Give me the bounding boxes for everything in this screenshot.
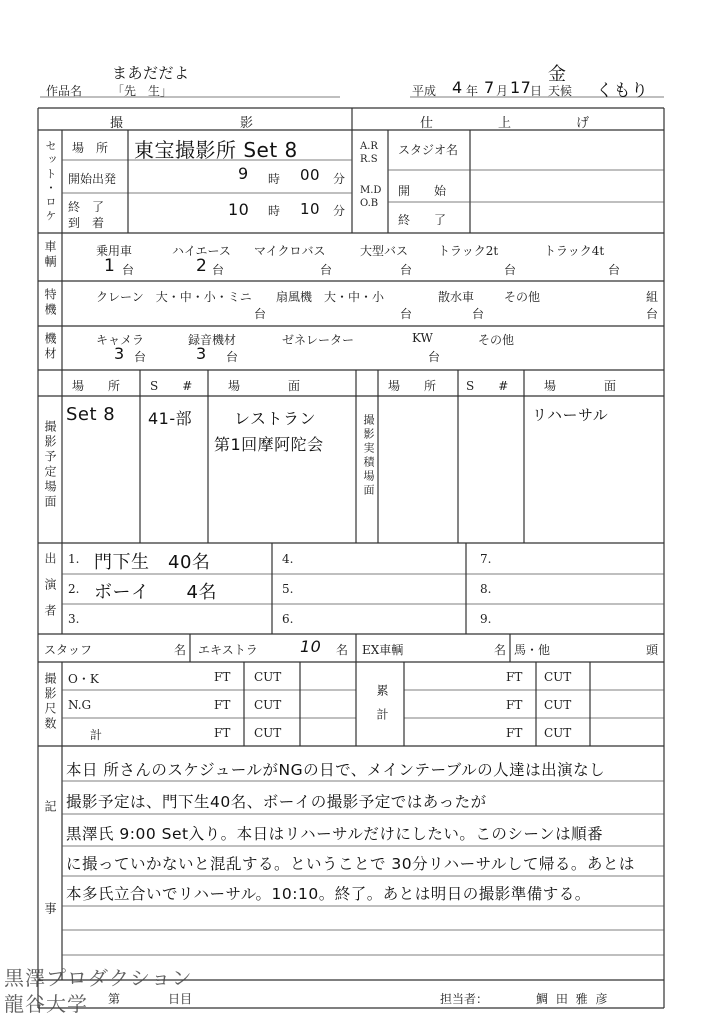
end-min-label: 分: [333, 204, 346, 218]
start-min: 00: [300, 166, 321, 184]
special-water: 散水車: [438, 290, 475, 304]
cumul-ok-cut: CUT: [544, 670, 572, 684]
work-title-handwritten: まあだだよ: [112, 64, 190, 82]
shuryo-label: 終 了: [398, 213, 447, 227]
special-other-unit: 台: [646, 307, 659, 321]
ex-car-label: EX車輌: [362, 643, 404, 657]
day-label: 日: [530, 84, 543, 98]
memo-line-5: 本多氏立合いでリハーサル。10:10。終了。あとは明日の撮影準備する。: [66, 885, 591, 903]
cumul-ng-cut: CUT: [544, 698, 572, 712]
scene-head-scene: 場 面: [228, 379, 301, 393]
watermark-line-2: 龍谷大学: [4, 992, 88, 1016]
memo-side-label: 記事: [43, 800, 57, 1004]
studio-label: スタジオ名: [398, 143, 459, 157]
planned-side-label: 撮影予定場面: [43, 420, 57, 510]
month-value: 7: [484, 78, 495, 97]
equipment-camera-unit: 台: [134, 350, 147, 364]
special-kumi: 組: [646, 290, 659, 304]
equipment-side-label: 機材: [43, 332, 57, 362]
place-label: 場 所: [72, 141, 109, 155]
work-title-label: 作品名: [46, 84, 83, 98]
horse-unit: 頭: [646, 643, 659, 657]
footage-total-ft: FT: [214, 726, 231, 740]
start-hour: 9: [238, 164, 249, 183]
special-other: その他: [504, 290, 541, 304]
vehicle-truck4t-unit: 台: [608, 263, 621, 277]
cast-entry-1: 門下生 40名: [94, 552, 211, 573]
watermark-line-1: 黒澤プロダクション: [4, 966, 193, 990]
year-value: 4: [452, 78, 463, 97]
planned-scene-2: 第1回摩阿陀会: [214, 435, 324, 454]
horse-label: 馬・他: [514, 643, 551, 657]
footage-ok-cut: CUT: [254, 670, 282, 684]
kaishi-label: 開 始: [398, 184, 447, 198]
start-hour-label: 時: [268, 172, 281, 186]
vehicle-bus-unit: 台: [400, 263, 413, 277]
special-crane: クレーン 大・中・小・ミニ: [96, 290, 252, 304]
vehicle-hiace-unit: 台: [212, 263, 225, 277]
footage-side-label: 撮影尺数: [43, 672, 57, 732]
extra-label: エキストラ: [198, 643, 258, 657]
staff-label: スタッフ: [44, 643, 93, 657]
memo-line-3: 黒澤氏 9:00 Set入り。本日はリハーサルだけにしたい。このシーンは順番: [66, 825, 604, 843]
vehicles-side-label: 車輌: [43, 240, 57, 270]
cast-slot-1: 1.: [68, 552, 80, 566]
ar-rs-label: A.R R.S: [360, 141, 378, 165]
vehicle-microbus: マイクロバス: [254, 244, 326, 258]
extra-unit: 名: [336, 643, 349, 657]
cast-slot-5: 5.: [282, 582, 294, 596]
special-water-unit: 台: [472, 307, 485, 321]
memo-line-2: 撮影予定は、門下生40名、ボーイの撮影予定ではあったが: [66, 793, 487, 811]
work-title-printed: 「先 生」: [112, 84, 173, 98]
special-fan: 扇風機 大・中・小: [276, 290, 385, 304]
cumul-ng-ft: FT: [506, 698, 523, 712]
equipment-sound: 録音機材: [188, 333, 237, 347]
cast-slot-6: 6.: [282, 612, 294, 626]
equipment-camera: キャメラ: [96, 333, 145, 347]
scene-head-place: 場 所: [72, 379, 121, 393]
footage-ok-ft: FT: [214, 670, 231, 684]
end-hour: 10: [228, 200, 250, 219]
cast-slot-9: 9.: [480, 612, 492, 626]
equipment-kw-unit: 台: [428, 350, 441, 364]
vehicle-hiace: ハイエース: [172, 244, 231, 258]
vehicle-truck2t: トラック2t: [438, 244, 499, 258]
footage-row-ng: N.G: [68, 698, 92, 712]
md-ob-label: M.D O.B: [360, 185, 382, 209]
equipment-generator: ゼネレーター: [282, 333, 355, 347]
place-value: 東宝撮影所 Set 8: [134, 138, 298, 162]
end-min: 10: [300, 200, 321, 218]
end-hour-label: 時: [268, 204, 281, 218]
day-value: 17: [510, 78, 532, 97]
vehicle-sedan: 乗用車: [96, 244, 133, 258]
staff-unit: 名: [174, 643, 187, 657]
planned-s: 41-部: [148, 409, 193, 428]
vehicle-hiace-count: 2: [196, 256, 208, 276]
cumul-label: 累計: [375, 684, 389, 732]
actual-scene: リハーサル: [532, 406, 609, 424]
footage-row-ok: O・K: [68, 672, 99, 686]
start-label: 開始出発: [68, 172, 117, 186]
section-shiage: 仕 上 げ: [420, 116, 590, 131]
era-label: 平成: [412, 84, 437, 98]
weather-label: 天候: [548, 84, 573, 98]
vehicle-microbus-unit: 台: [320, 263, 333, 277]
cast-slot-3: 3.: [68, 612, 80, 626]
extra-value: 10: [300, 637, 322, 656]
planned-scene-1: レストラン: [234, 409, 317, 428]
set-loca-side-label: セット・ロケ: [44, 140, 57, 224]
cumul-ok-ft: FT: [506, 670, 523, 684]
year-label: 年: [466, 84, 479, 98]
vehicle-truck4t: トラック4t: [544, 244, 605, 258]
footer-day-counter: 第 日目: [108, 992, 193, 1006]
start-min-label: 分: [333, 172, 346, 186]
footage-ng-cut: CUT: [254, 698, 282, 712]
equipment-other: その他: [478, 333, 515, 347]
end-label-2: 到 着: [68, 216, 105, 230]
weather-value: くもり: [596, 81, 649, 101]
scene-head-s: S #: [150, 379, 193, 393]
vehicle-bus: 大型バス: [360, 244, 409, 258]
cast-entry-2: ボーイ 4名: [94, 582, 217, 603]
end-label-1: 終 了: [68, 200, 105, 214]
special-side-label: 特機: [43, 288, 57, 318]
memo-line-1: 本日 所さんのスケジュールがNGの日で、メインテーブルの人達は出演なし: [66, 761, 606, 779]
footer-tantou: 鯛 田 雅 彦: [536, 992, 610, 1006]
vehicle-sedan-count: 1: [104, 256, 116, 276]
equipment-kw: KW: [412, 331, 433, 345]
cast-side-label: 出演者: [43, 552, 57, 630]
planned-place: Set 8: [66, 404, 116, 425]
vehicle-truck2t-unit: 台: [504, 263, 517, 277]
special-fan-unit: 台: [400, 307, 413, 321]
footage-total-cut: CUT: [254, 726, 282, 740]
cumul-total-ft: FT: [506, 726, 523, 740]
cast-slot-7: 7.: [480, 552, 492, 566]
actual-head-s: S #: [466, 379, 509, 393]
actual-head-place: 場 所: [388, 379, 437, 393]
memo-line-4: に撮っていかないと混乱する。ということで 30分リハーサルして帰る。あとは: [66, 855, 635, 873]
actual-side-label: 撮影実積場面: [362, 414, 375, 498]
section-satsuei: 撮 影: [110, 116, 254, 131]
equipment-camera-count: 3: [114, 344, 125, 363]
cumul-total-cut: CUT: [544, 726, 572, 740]
cast-slot-4: 4.: [282, 552, 294, 566]
special-crane-unit: 台: [254, 307, 267, 321]
actual-head-scene: 場 面: [544, 379, 617, 393]
month-label: 月: [496, 84, 509, 98]
cast-slot-2: 2.: [68, 582, 80, 596]
vehicle-sedan-unit: 台: [122, 263, 135, 277]
footage-row-total: 計: [90, 728, 103, 742]
footage-ng-ft: FT: [214, 698, 231, 712]
equipment-sound-unit: 台: [226, 350, 239, 364]
footer-tantou-label: 担当者：: [440, 992, 489, 1006]
equipment-sound-count: 3: [196, 344, 207, 363]
cast-slot-8: 8.: [480, 582, 492, 596]
weekday-handwritten: 金: [548, 64, 567, 85]
ex-car-unit: 名: [494, 643, 507, 657]
